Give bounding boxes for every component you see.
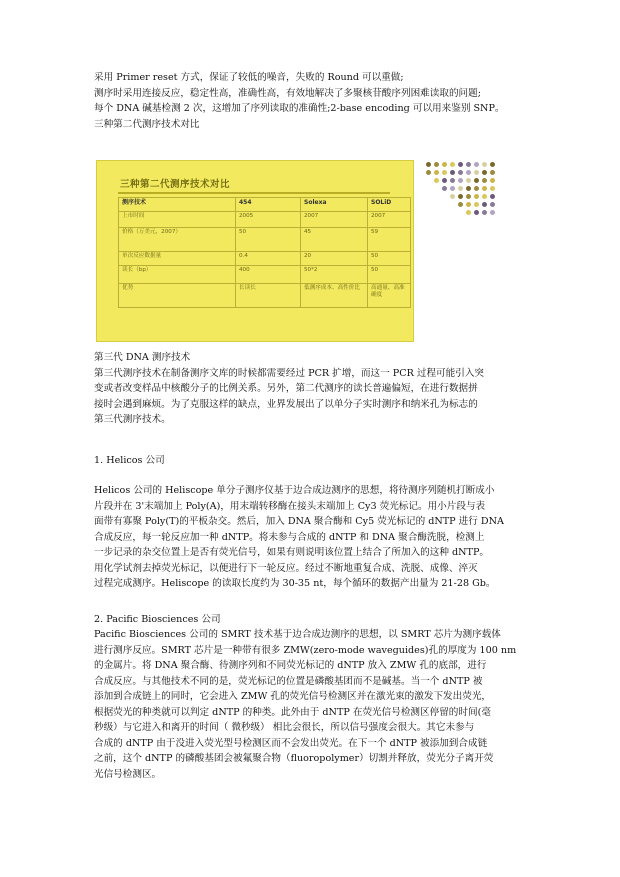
decorative-dot [450, 162, 455, 167]
text-line: 一步记录的杂交位置上是否有荧光信号，如果有则说明该位置上结合了所加入的这种 dNTP。 [94, 547, 490, 558]
text-line: Helicos 公司的 Heliscope 单分子测序仪基于边合成边测序的思想，将待测序列随机打断成小 [94, 485, 495, 496]
decorative-dot [426, 170, 431, 175]
table-cell: 单次反应数据量 [119, 252, 236, 266]
text-line: 秒级）与它进入和离开的时间（ 微秒级） 相比会很长，所以信号强度会很大。其它未参与 [94, 722, 475, 733]
section-heading: 2. Pacific Biosciences 公司 [94, 614, 221, 625]
table-row [119, 284, 411, 308]
text-line: 三种第二代测序技术对比 [94, 118, 200, 130]
decorative-dot [458, 194, 463, 199]
comparison-table [118, 197, 411, 308]
table-row [119, 266, 411, 284]
header-cell: SOLiD [368, 198, 411, 212]
table-cell: 2007 [301, 212, 368, 228]
decorative-dot [450, 186, 455, 191]
text-line: 合成反应。与其他技术不同的是，荧光标记的位置是磷酸基团而不是碱基。当一个 dNTP 被 [94, 675, 483, 687]
decorative-dot [442, 170, 447, 175]
text-line: 光信号检测区。 [94, 768, 162, 780]
decorative-dot [474, 162, 479, 167]
decorative-dot [426, 162, 431, 167]
decorative-dot [490, 162, 495, 167]
table-cell: 高通量、高准确度 [368, 284, 411, 308]
decorative-dot [482, 178, 487, 183]
text-line: 片段并在 3'末端加上 Poly(A)，用末端转移酶在接头末端加上 Cy3 荧光标记。用小片段与表 [94, 500, 486, 512]
decorative-dot [458, 178, 463, 183]
table-cell: 400 [236, 266, 301, 284]
decorative-dot-grid [426, 162, 506, 222]
decorative-dot [466, 162, 471, 167]
decorative-dot [458, 170, 463, 175]
decorative-dot [482, 170, 487, 175]
decorative-dot [434, 162, 439, 167]
text-line: 第三代测序技术。 [94, 414, 171, 425]
decorative-dot [434, 170, 439, 175]
decorative-dot [450, 178, 455, 183]
decorative-dot [458, 202, 463, 207]
decorative-dot [442, 186, 447, 191]
text-line: 采用 Primer reset 方式，保证了较低的噪音，失败的 Round 可以重做; [94, 72, 404, 83]
decorative-dot [458, 162, 463, 167]
decorative-dot [482, 202, 487, 207]
text-line: 的金属片。将 DNA 聚合酶、待测序列和不同荧光标记的 dNTP 放入 ZMW 孔的底部，进行 [94, 660, 487, 671]
text-line: 用化学试剂去掉荧光标记，以便进行下一轮反应。经过不断地重复合成、洗脱、成像、淬灭 [94, 562, 478, 574]
decorative-dot [482, 162, 487, 167]
table-cell: 2007 [368, 212, 411, 228]
text-line: Pacific Biosciences 公司的 SMRT 技术基于边合成边测序的思想，以 SMRT 芯片为测序载体 [94, 629, 501, 640]
table-cell: 长读长 [236, 284, 301, 308]
header-cell: 454 [236, 198, 301, 212]
decorative-dot [490, 202, 495, 207]
comparison-figure [94, 152, 534, 347]
decorative-dot [482, 210, 487, 215]
decorative-dot [474, 194, 479, 199]
decorative-dot [466, 186, 471, 191]
text-line: 第三代测序技术在制备测序文库的时候都需要经过 PCR 扩增，而这一 PCR 过程可能引入突 [94, 367, 485, 379]
table-cell: 50 [368, 266, 411, 284]
decorative-dot [450, 170, 455, 175]
text-line: 接时会遇到麻烦。为了克服这样的缺点，业界发展出了以单分子实时测序和纳米孔为标志的 [94, 398, 478, 410]
pacbio-paragraph [94, 627, 534, 782]
table-cell: 2005 [236, 212, 301, 228]
table-cell: 45 [301, 228, 368, 252]
table-cell: 59 [368, 228, 411, 252]
decorative-dot [466, 170, 471, 175]
decorative-dot [466, 210, 471, 215]
decorative-dot [474, 170, 479, 175]
decorative-dot [490, 186, 495, 191]
decorative-dot [466, 178, 471, 183]
table-cell: 50*2 [301, 266, 368, 284]
decorative-dot [482, 194, 487, 199]
decorative-dot [490, 210, 495, 215]
table-cell: 上市时间 [119, 212, 236, 228]
decorative-dot [474, 210, 479, 215]
table-cell: 50 [368, 252, 411, 266]
decorative-dot [490, 170, 495, 175]
decorative-dot [442, 178, 447, 183]
section-heading: 第三代 DNA 测序技术 [94, 352, 191, 363]
text-line: 变或者改变样品中核酸分子的比例关系。另外，第二代测序的读长普遍偏短，在进行数据拼 [94, 383, 478, 394]
decorative-dot [450, 194, 455, 199]
figure-title: 三种第二代测序技术对比 [120, 179, 231, 190]
table-cell: 优势 [119, 284, 236, 308]
table-cell: 0.4 [236, 252, 301, 266]
decorative-dot [474, 186, 479, 191]
table-row [119, 252, 411, 266]
text-line: 过程完成测序。Heliscope 的读取长度约为 30-35 nt，每个循环的数据产出量为 21-28 Gb。 [94, 578, 496, 589]
figure-title-rule [118, 192, 390, 194]
header-cell: 测序技术 [119, 198, 236, 212]
table-row [119, 228, 411, 252]
decorative-dot [490, 194, 495, 199]
text-line: 进行测序反应。SMRT 芯片是一种带有很多 ZMW(zero-mode waveguides)孔的厚度为 100 nm [94, 644, 517, 656]
text-line: 面带有寡聚 Poly(T)的平板杂交。然后，加入 DNA 聚合酶和 Cy5 荧光标记的 dNTP 进行 DNA [94, 516, 504, 527]
decorative-dot [474, 178, 479, 183]
third-gen-section [94, 350, 534, 428]
table-cell: 价格（万美元，2007） [119, 228, 236, 252]
text-line: 测序时采用连接反应，稳定性高，准确性高，有效地解决了多聚核苷酸序列困难读取的问题; [94, 87, 481, 99]
text-line: 根据荧光的种类就可以判定 dNTP 的种类。此外由于 dNTP 在荧光信号检测区停留的时间(毫 [94, 706, 491, 718]
text-line: 合成反应，每一轮反应加一种 dNTP。将未参与合成的 dNTP 和 DNA 聚合酶洗脱，检测上 [94, 531, 485, 543]
table-cell: 20 [301, 252, 368, 266]
helicos-paragraph [94, 483, 534, 592]
section-heading: 1. Helicos 公司 [94, 455, 165, 466]
decorative-dot [482, 186, 487, 191]
table-cell: 低测序成本、高性价比 [301, 284, 368, 308]
text-line: 之前，这个 dNTP 的磷酸基团会被氟聚合物（fluoropolymer）切割并释放，荧光分子离开荧 [94, 753, 494, 764]
decorative-dot [490, 178, 495, 183]
text-line: 添加到合成链上的同时，它会进入 ZMW 孔的荧光信号检测区并在激光束的激发下发出荧光， [94, 691, 492, 702]
decorative-dot [466, 202, 471, 207]
decorative-dot [442, 162, 447, 167]
table-header-row [119, 198, 411, 212]
header-cell: Solexa [301, 198, 368, 212]
text-line: 合成的 dNTP 由于没进入荧光型号检测区而不会发出荧光。在下一个 dNTP 被添加到合成链 [94, 737, 488, 749]
decorative-dot [434, 178, 439, 183]
intro-text-block [94, 70, 534, 132]
text-line: 每个 DNA 碱基检测 2 次，这增加了序列读取的准确性;2-base encoding 可以用来鉴别 SNP。 [94, 103, 505, 114]
table-row [119, 212, 411, 228]
decorative-dot [466, 194, 471, 199]
table-cell: 读长（bp） [119, 266, 236, 284]
decorative-dot [458, 186, 463, 191]
table-cell: 50 [236, 228, 301, 252]
decorative-dot [474, 202, 479, 207]
